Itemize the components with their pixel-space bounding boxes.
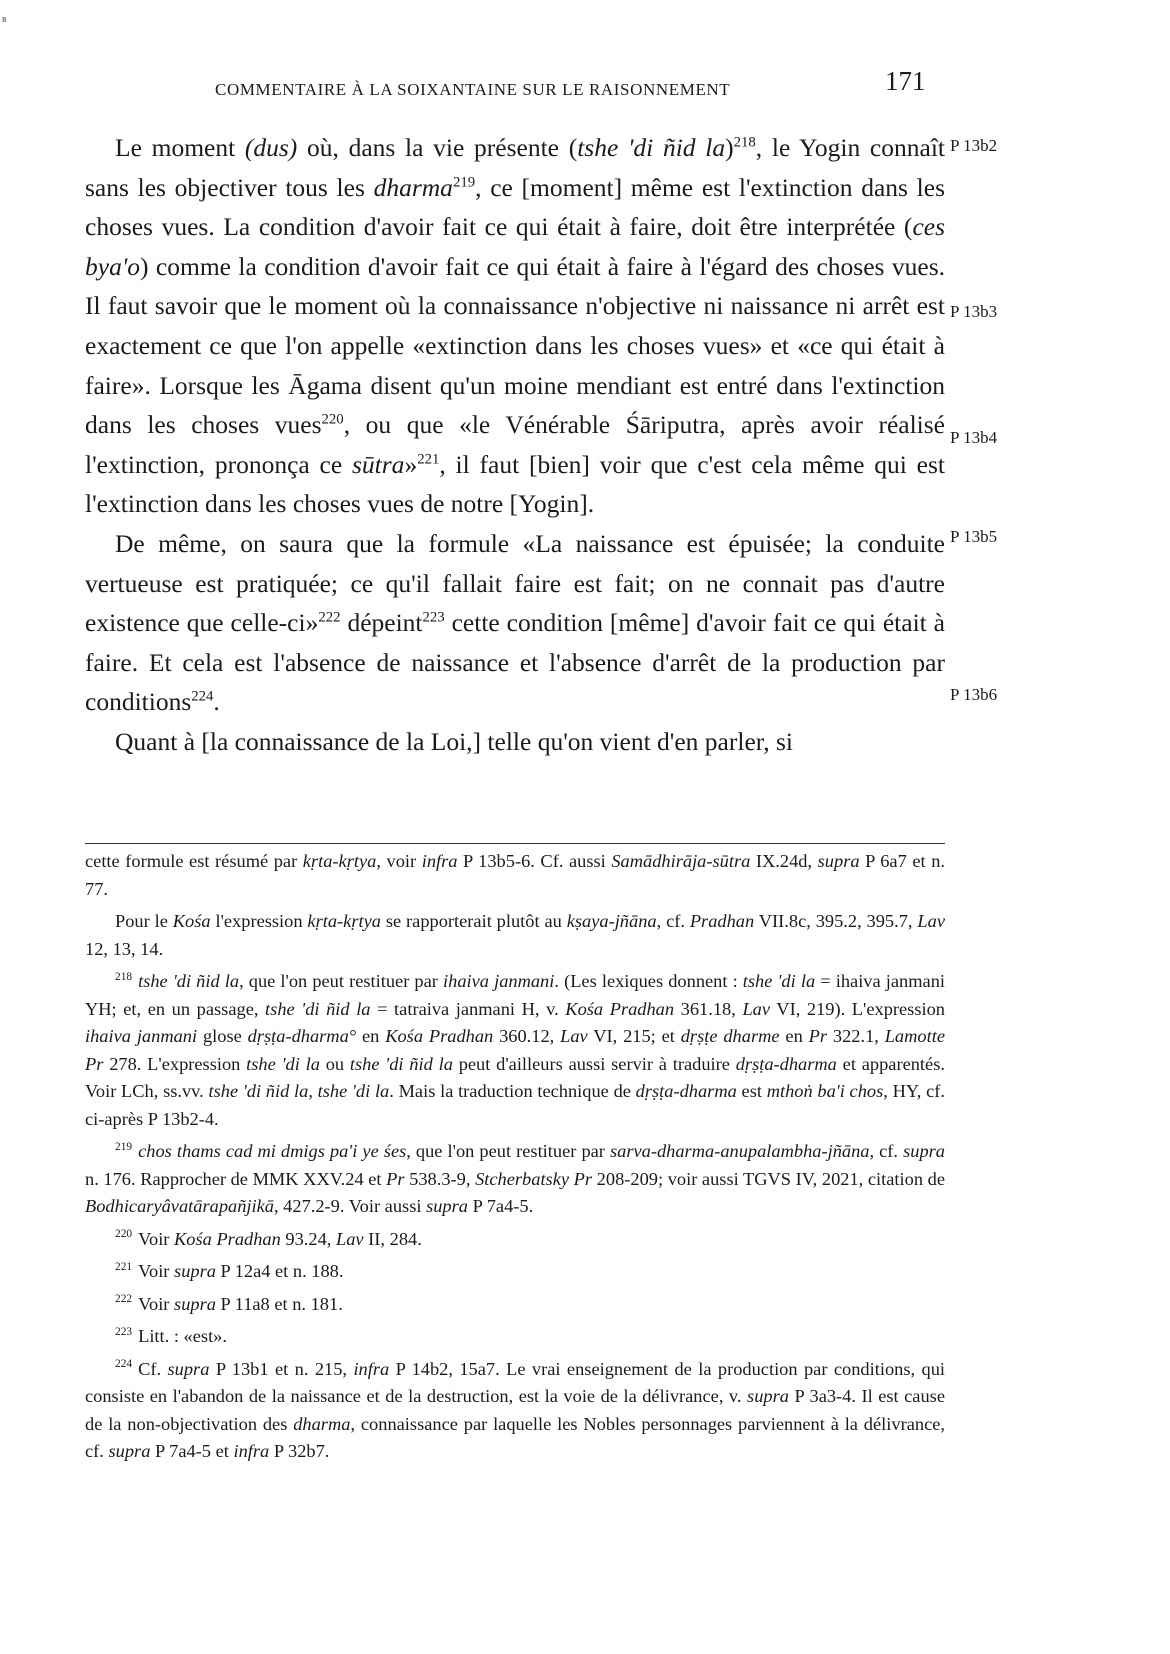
footnote-223: $^{223}$ Litt. : «est». bbox=[115, 1325, 227, 1346]
footnote-221: $^{221}$ Voir supra P 12a4 et n. 188. bbox=[115, 1260, 344, 1281]
main-text bbox=[85, 128, 945, 762]
footnote-continuation: cette formule est résumé par kṛta-kṛtya, voir infra P 13b5-6. Cf. aussi Samādhirāja-sūtra IX.24d, supra P 6a7 et n. 77. bbox=[85, 851, 945, 899]
footnotes bbox=[85, 848, 945, 1471]
footnote-rule bbox=[85, 843, 945, 844]
footnote-ref-218[interactable]: 218 bbox=[733, 134, 756, 151]
footnote-ref-222[interactable]: 222 bbox=[318, 609, 341, 626]
footnote-ref-223[interactable]: 223 bbox=[422, 609, 445, 626]
margin-ref-13b5: P 13b5 bbox=[950, 527, 998, 546]
scan-mark: ʀ bbox=[2, 14, 7, 25]
page-number: 171 bbox=[885, 66, 926, 96]
margin-ref-13b6: P 13b6 bbox=[950, 685, 998, 704]
footnote-ref-221[interactable]: 221 bbox=[417, 451, 440, 468]
paragraph-3: Quant à [la connaissance de la Loi,] telle qu'on vient d'en parler, si bbox=[115, 726, 794, 756]
footnote-ref-224[interactable]: 224 bbox=[191, 688, 214, 705]
paragraph-1: Le moment (dus) où, dans la vie présente (tshe 'di ñid la)$^{218}$, le Yogin connaît sans les objectiver tous les dharma$^{219}$, ce [moment] même est l'extinction dans les choses vues. La condition d'avoir fait ce qui était à faire, doit être interprétée (ces bya'o) comme la condition d'avoir fait ce qui était à faire à l'égard des choses vues. Il faut savoir que le moment où la connaissance n'objective ni naissance ni arrêt est exactement ce que l'on appelle «extinction dans les choses vues» et «ce qui était à faire». Lorsque les Āgama disent qu'un moine mendiant est entré dans l'extinction dans les choses vues$^{220}$, ou que «le Vénérable Śāriputra, après avoir réalisé l'extinction, prononça ce sūtra»$^{221}$, il faut [bien] voir que c'est cela même qui est l'extinction dans les choses vues de notre [Yogin]. bbox=[85, 133, 946, 519]
running-head: COMMENTAIRE À LA SOIXANTAINE SUR LE RAISONNEMENT bbox=[215, 80, 731, 99]
paragraph-2: De même, on saura que la formule «La naissance est épuisée; la conduite vertueuse est pratiquée; ce qu'il fallait faire est fait; on ne connait pas d'autre existence que celle-ci»$^{222}$ dépeint$^{223}$ cette condition [même] d'avoir fait ce qui était à faire. Et cela est l'absence de naissance et l'absence d'arrêt de la production par conditions$^{224}$. bbox=[85, 528, 945, 717]
margin-ref-13b3: P 13b3 bbox=[950, 302, 998, 321]
margin-ref-13b4: P 13b4 bbox=[950, 428, 998, 447]
margin-ref-13b2: P 13b2 bbox=[950, 136, 998, 155]
footnote-ref-219[interactable]: 219 bbox=[452, 174, 476, 191]
footnote-ref-220[interactable]: 220 bbox=[321, 411, 344, 428]
footnote-224: $^{224}$ Cf. supra P 13b1 et n. 215, infra P 14b2, 15a7. Le vrai enseignement de la production par conditions, qui consiste en l'abandon de la naissance et de la destruction, est la voie de la délivrance, v. supra P 3a3-4. Il est cause de la non-objectivation des dharma, connaissance par laquelle les Nobles personnages parviennent à la délivrance, cf. supra P 7a4-5 et infra P 32b7. bbox=[85, 1358, 945, 1461]
footnote-219: $^{219}$ chos thams cad mi dmigs pa'i ye śes, que l'on peut restituer par sarva-dharma-anupalambha-jñāna, cf. supra n. 176. Rapprocher de MMK XXV.24 et Pr 538.3-9, Stcherbatsky Pr 208-209; voir aussi TGVS IV, 2021, citation de Bodhicaryâvatārapañjikā, 427.2-9. Voir aussi supra P 7a4-5. bbox=[85, 1140, 946, 1216]
footnote-continuation-2: Pour le Kośa l'expression kṛta-kṛtya se rapporterait plutôt au kṣaya-jñāna, cf. Pradhan VII.8c, 395.2, 395.7, Lav 12, 13, 14. bbox=[85, 911, 945, 959]
footnote-222: $^{222}$ Voir supra P 11a8 et n. 181. bbox=[115, 1293, 343, 1314]
footnote-218: $^{218}$ tshe 'di ñid la, que l'on peut restituer par ihaiva janmani. (Les lexiques donnent : tshe 'di la = ihaiva janmani YH; et, en un passage, tshe 'di ñid la = tatraiva janmani H, v. Kośa Pradhan 361.18, Lav VI, 219). L'expression ihaiva janmani glose dṛṣṭa-dharma° en Kośa Pradhan 360.12, Lav VI, 215; et dṛṣṭe dharme en Pr 322.1, Lamotte Pr 278. L'expression tshe 'di la ou tshe 'di ñid la peut d'ailleurs aussi servir à traduire dṛṣṭa-dharma et apparentés. Voir LCh, ss.vv. tshe 'di ñid la, tshe 'di la. Mais la traduction technique de dṛṣṭa-dharma est mthoṅ ba'i chos, HY, cf. ci-après P 13b2-4. bbox=[85, 970, 945, 1129]
footnote-220: $^{220}$ Voir Kośa Pradhan 93.24, Lav II, 284. bbox=[115, 1228, 422, 1249]
